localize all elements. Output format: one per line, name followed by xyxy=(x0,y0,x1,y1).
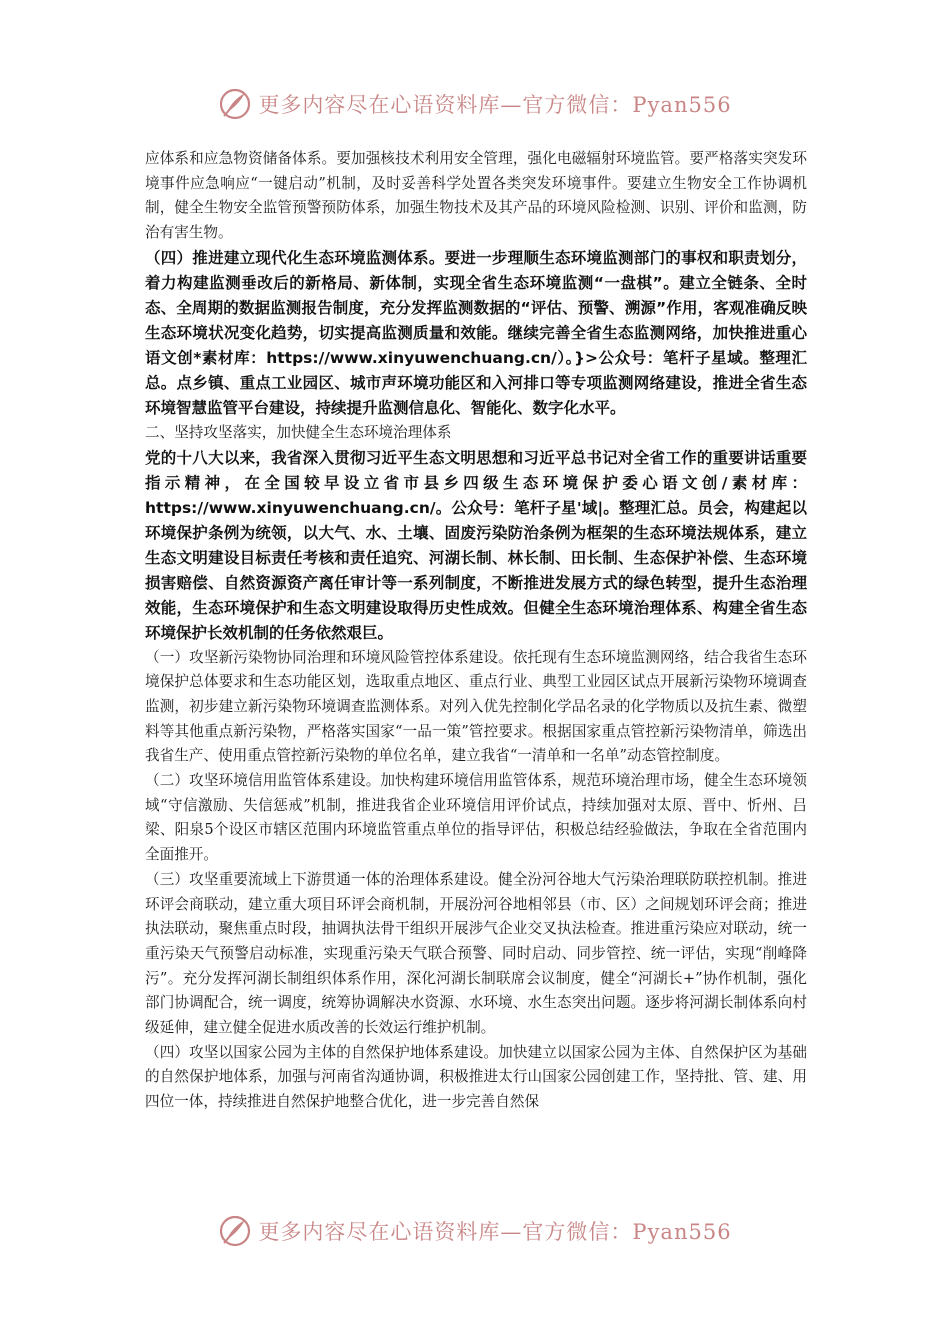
section-heading: 二、坚持攻坚落实，加快健全生态环境治理体系 xyxy=(145,423,452,441)
paragraph-item-2: （二）攻坚环境信用监管体系建设。加快构建环境信用监管体系，规范环境治理市场，健全生态环境领域“守信激励、失信惩戒”机制，推进我省企业环境信用评价试点，持续加强对太原、晋中、忻州、吕梁、阳泉5个设区市辖区范围内环境监管重点单位的指导评估，积极总结经验做法，争取在全省范围内全面推开。 xyxy=(145,772,807,864)
paragraph-item-1: （一）攻坚新污染物协同治理和环境风险管控体系建设。依托现有生态环境监测网络，结合我省生态环境保护总体要求和生态功能区划，选取重点地区、重点行业、典型工业园区试点开展新污染物环境调查监测，初步建立新污染物环境调查监测体系。对列入优先控制化学品名录的化学物质以及抗生素、微塑料等其他重点新污染物，严格落实国家“一品一策”管控要求。根据国家重点管控新污染物清单，筛选出我省生产、使用重点管控新污染物的单位名单，建立我省“一清单和一名单”动态管控制度。 xyxy=(145,648,807,765)
paragraph-overview: 党的十八大以来，我省深入贯彻习近平生态文明思想和习近平总书记对全省工作的重要讲话重要指示精神，在全国较早设立省市县乡四级生态环境保护委心语文创/素材库：https://www.xinyuwenchuang.cn/。公众号：笔杆子星'域|。整理汇总。员会，构建起以环境保护条例为统领，以大气、水、土壤、固废污染防治条例为框架的生态环境法规体系，建立生态文明建设目标责任考核和责任追究、河湖长制、林长制、田长制、生态保护补偿、生态环境损害赔偿、自然资源资产离任审计等一系列制度，不断推进发展方式的绿色转型，提升生态治理效能，生态环境保护和生态文明建设取得历史性成效。但健全生态环境治理体系、构建全省生态环境保护长效机制的任务依然艰巨。 xyxy=(145,448,807,642)
quill-logo-icon xyxy=(218,1214,252,1248)
paragraph-intro: 应体系和应急物资储备体系。要加强核技术利用安全管理，强化电磁辐射环境监管。要严格落实突发环境事件应急响应“一键启动”机制，及时妥善科学处置各类突发环境事件。要建立生物安全工作协调机制，健全生物安全监管预警预防体系，加强生物技术及其产品的环境风险检测、识别、评价和监测，防治有害生物。 xyxy=(145,150,807,242)
banner-text: 更多内容尽在心语资料库—官方微信：Pyan556 xyxy=(258,93,732,117)
paragraph-item-3: （三）攻坚重要流域上下游贯通一体的治理体系建设。健全汾河谷地大气污染治理联防联控机制。推进环评会商联动，建立重大项目环评会商机制，开展汾河谷地相邻县（市、区）之间规划环评会商；推进执法联动，聚焦重点时段，抽调执法骨干组织开展涉气企业交叉执法检查。推进重污染应对联动，统一重污染天气预警启动标准，实现重污染天气联合预警、同时启动、同步管控、统一评估，实现“削峰降污”。充分发挥河湖长制组织体系作用，深化河湖长制联席会议制度，健全“河湖长+”协作机制，强化部门协调配合，统一调度，统筹协调解决水资源、水环境、水生态突出问题。逐步将河湖长制体系向村级延伸，建立健全促进水质改善的长效运行维护机制。 xyxy=(145,870,807,1037)
footer-banner xyxy=(0,1211,950,1251)
document-body xyxy=(145,147,807,1115)
header-banner xyxy=(0,84,950,124)
quill-logo-icon xyxy=(218,87,252,121)
banner-text: 更多内容尽在心语资料库—官方微信：Pyan556 xyxy=(258,1220,732,1244)
paragraph-monitoring: （四）推进建立现代化生态环境监测体系。要进一步理顺生态环境监测部门的事权和职责划分，着力构建监测垂改后的新格局、新体制，实现全省生态环境监测“一盘棋”。建立全链条、全时态、全周期的数据监测报告制度，充分发挥监测数据的“评估、预警、溯源”作用，客观准确反映生态环境状况变化趋势，切实提高监测质量和效能。继续完善全省生态监测网络，加快推进重心语文创*素材库：https://www.xinyuwenchuang.cn/）。}>公众号：笔杆子星域。整理汇总。点乡镇、重点工业园区、城市声环境功能区和入河排口等专项监测网络建设，推进全省生态环境智慧监管平台建设，持续提升监测信息化、智能化、数字化水平。 xyxy=(145,248,807,417)
paragraph-item-4: （四）攻坚以国家公园为主体的自然保护地体系建设。加快建立以国家公园为主体、自然保护区为基础的自然保护地体系，加强与河南省沟通协调，积极推进太行山国家公园创建工作，坚持批、管、建、用四位一体，持续推进自然保护地整合优化，进一步完善自然保 xyxy=(145,1043,807,1111)
